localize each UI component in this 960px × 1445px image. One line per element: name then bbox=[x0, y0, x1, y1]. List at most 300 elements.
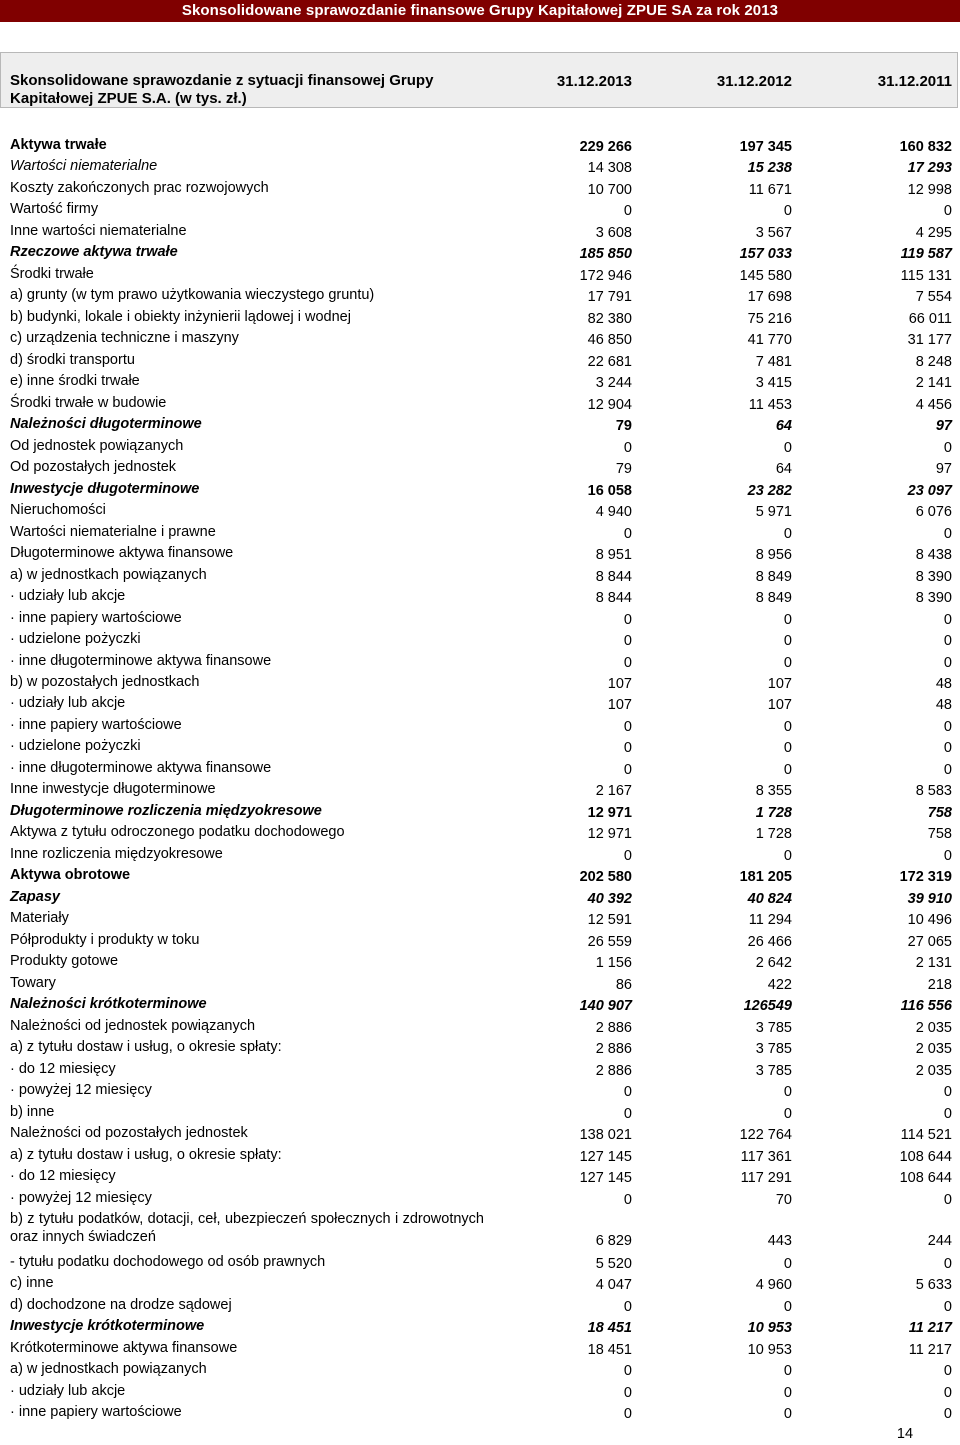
cell-value-2013: 22 681 bbox=[587, 353, 632, 370]
row-label: · udzielone pożyczki bbox=[10, 631, 141, 648]
table-row bbox=[0, 759, 960, 781]
cell-value-2012: 107 bbox=[767, 697, 792, 714]
row-label: · udziały lub akcje bbox=[10, 588, 126, 605]
cell-value-2011: 8 390 bbox=[915, 568, 952, 585]
cell-value-2012: 422 bbox=[767, 976, 792, 993]
row-label: · inne papiery wartościowe bbox=[10, 716, 182, 733]
cell-value-2011: 0 bbox=[943, 439, 952, 456]
table-row bbox=[0, 458, 960, 480]
row-label: c) urządzenia techniczne i maszyny bbox=[10, 330, 239, 347]
cell-value-2013: 202 580 bbox=[579, 869, 632, 886]
cell-value-2011: 27 065 bbox=[907, 933, 952, 950]
cell-value-2013: 0 bbox=[623, 1406, 632, 1423]
cell-value-2012: 157 033 bbox=[739, 246, 792, 263]
table-row bbox=[0, 415, 960, 437]
cell-value-2013: 2 886 bbox=[595, 1041, 632, 1058]
cell-value-2013: 4 940 bbox=[595, 504, 632, 521]
table-row bbox=[0, 652, 960, 674]
cell-value-2013: 140 907 bbox=[579, 998, 632, 1015]
cell-value-2013: 0 bbox=[623, 740, 632, 757]
cell-value-2011: 4 456 bbox=[915, 396, 952, 413]
table-row bbox=[0, 587, 960, 609]
cell-value-2013: 17 791 bbox=[587, 289, 632, 306]
table-row bbox=[0, 737, 960, 759]
table-row bbox=[0, 437, 960, 459]
cell-value-2011: 17 293 bbox=[907, 160, 952, 177]
cell-value-2013: 79 bbox=[615, 418, 632, 435]
row-label: Aktywa z tytułu odroczonego podatku dochodowego bbox=[10, 824, 345, 841]
cell-value-2012: 3 785 bbox=[755, 1019, 792, 1036]
cell-value-2013: 0 bbox=[623, 525, 632, 542]
cell-value-2011: 218 bbox=[927, 976, 952, 993]
row-label: Inne wartości niematerialne bbox=[10, 222, 187, 239]
row-label: Inne rozliczenia międzyokresowe bbox=[10, 845, 223, 862]
cell-value-2012: 0 bbox=[783, 1406, 792, 1423]
cell-value-2013: 0 bbox=[623, 439, 632, 456]
cell-value-2013: 0 bbox=[623, 1105, 632, 1122]
table-row bbox=[0, 845, 960, 867]
table-row bbox=[0, 1403, 960, 1425]
cell-value-2013: 14 308 bbox=[587, 160, 632, 177]
cell-value-2013: 8 844 bbox=[595, 568, 632, 585]
cell-value-2013: 172 946 bbox=[579, 267, 632, 284]
table-row bbox=[0, 630, 960, 652]
cell-value-2011: 6 076 bbox=[915, 504, 952, 521]
cell-value-2012: 8 956 bbox=[755, 547, 792, 564]
cell-value-2012: 11 294 bbox=[748, 912, 792, 929]
cell-value-2011: 244 bbox=[927, 1233, 952, 1249]
column-header-2012: 31.12.2012 bbox=[716, 73, 792, 90]
row-label: Od jednostek powiązanych bbox=[10, 437, 184, 454]
row-label: Od pozostałych jednostek bbox=[10, 459, 177, 476]
cell-value-2012: 1 728 bbox=[755, 804, 792, 821]
row-label: b) budynki, lokale i obiekty inżynierii lądowej i wodnej bbox=[10, 308, 351, 325]
cell-value-2013: 6 829 bbox=[595, 1233, 632, 1249]
cell-value-2011: 48 bbox=[935, 697, 952, 714]
row-label: Długoterminowe aktywa finansowe bbox=[10, 545, 234, 562]
row-label: Inne inwestycje długoterminowe bbox=[10, 781, 216, 798]
row-label: a) w jednostkach powiązanych bbox=[10, 1361, 207, 1378]
cell-value-2011: 2 035 bbox=[915, 1019, 952, 1036]
cell-value-2011: 119 587 bbox=[900, 246, 952, 263]
row-label: Długoterminowe rozliczenia międzyokresowe bbox=[10, 802, 322, 819]
row-label: · do 12 miesięcy bbox=[10, 1060, 116, 1077]
cell-value-2013: 2 167 bbox=[595, 783, 632, 800]
cell-value-2012: 23 282 bbox=[747, 482, 792, 499]
cell-value-2011: 8 248 bbox=[915, 353, 952, 370]
table-title-line1: Skonsolidowane sprawozdanie z sytuacji finansowej Grupy bbox=[10, 72, 434, 89]
cell-value-2013: 12 971 bbox=[587, 804, 632, 821]
column-header-2013: 31.12.2013 bbox=[556, 73, 632, 90]
table-row bbox=[0, 372, 960, 394]
cell-value-2013: 8 951 bbox=[595, 547, 632, 564]
cell-value-2013: 0 bbox=[623, 611, 632, 628]
table-row bbox=[0, 716, 960, 738]
cell-value-2012: 11 453 bbox=[748, 396, 792, 413]
cell-value-2013: 229 266 bbox=[579, 139, 632, 155]
table-row bbox=[0, 995, 960, 1017]
row-label: Aktywa trwałe bbox=[10, 137, 107, 153]
cell-value-2011: 97 bbox=[935, 461, 952, 478]
cell-value-2011: 8 390 bbox=[915, 590, 952, 607]
table-row bbox=[0, 501, 960, 523]
table-row bbox=[0, 1360, 960, 1382]
cell-value-2011: 5 633 bbox=[915, 1277, 952, 1294]
cell-value-2012: 181 205 bbox=[739, 869, 792, 886]
cell-value-2012: 0 bbox=[783, 1363, 792, 1380]
cell-value-2013: 0 bbox=[623, 654, 632, 671]
cell-value-2012: 64 bbox=[775, 461, 792, 478]
table-row bbox=[0, 1017, 960, 1039]
cell-value-2011: 0 bbox=[943, 847, 952, 864]
cell-value-2011: 11 217 bbox=[908, 1320, 952, 1337]
cell-value-2013: 0 bbox=[623, 1384, 632, 1401]
cell-value-2012: 443 bbox=[767, 1233, 792, 1249]
table-row bbox=[0, 780, 960, 802]
cell-value-2013: 0 bbox=[623, 203, 632, 220]
row-label: Półprodukty i produkty w toku bbox=[10, 931, 200, 948]
table-row bbox=[0, 351, 960, 373]
row-label: · udziały lub akcje bbox=[10, 695, 126, 712]
cell-value-2012: 64 bbox=[775, 418, 792, 435]
cell-value-2011: 0 bbox=[943, 1363, 952, 1380]
cell-value-2013: 0 bbox=[623, 1363, 632, 1380]
cell-value-2013: 107 bbox=[607, 697, 632, 714]
table-row bbox=[0, 394, 960, 416]
row-label: Wartości niematerialne i prawne bbox=[10, 523, 216, 540]
cell-value-2013: 12 591 bbox=[587, 912, 632, 929]
cell-value-2011: 160 832 bbox=[899, 139, 952, 155]
cell-value-2012: 0 bbox=[783, 1384, 792, 1401]
cell-value-2013: 8 844 bbox=[595, 590, 632, 607]
row-label: b) inne bbox=[10, 1103, 55, 1120]
cell-value-2011: 0 bbox=[943, 1084, 952, 1101]
cell-value-2012: 40 824 bbox=[747, 890, 792, 907]
document-header: Skonsolidowane sprawozdanie finansowe Grupy Kapitałowej ZPUE SA za rok 2013 bbox=[0, 0, 960, 22]
row-label: Aktywa obrotowe bbox=[10, 867, 131, 884]
row-label: · udzielone pożyczki bbox=[10, 738, 141, 755]
row-label: Zapasy bbox=[10, 888, 60, 905]
cell-value-2012: 10 953 bbox=[747, 1320, 792, 1337]
cell-value-2012: 41 770 bbox=[747, 332, 792, 349]
cell-value-2013: 0 bbox=[623, 847, 632, 864]
cell-value-2011: 115 131 bbox=[900, 267, 952, 284]
table-row bbox=[0, 286, 960, 308]
table-row bbox=[0, 1274, 960, 1296]
cell-value-2013: 46 850 bbox=[587, 332, 632, 349]
table-row bbox=[0, 1124, 960, 1146]
table-row bbox=[0, 931, 960, 953]
cell-value-2013: 40 392 bbox=[587, 890, 632, 907]
cell-value-2013: 18 451 bbox=[587, 1341, 632, 1358]
cell-value-2012: 15 238 bbox=[747, 160, 792, 177]
row-label: Rzeczowe aktywa trwałe bbox=[10, 244, 178, 261]
row-label: Inwestycje krótkoterminowe bbox=[10, 1318, 205, 1335]
cell-value-2012: 122 764 bbox=[739, 1127, 792, 1144]
cell-value-2011: 0 bbox=[943, 1298, 952, 1315]
cell-value-2013: 185 850 bbox=[579, 246, 632, 263]
table-row bbox=[0, 1038, 960, 1060]
cell-value-2012: 5 971 bbox=[755, 504, 792, 521]
cell-value-2011: 10 496 bbox=[907, 912, 952, 929]
row-label: b) z tytułu podatków, dotacji, ceł, ubezpieczeń społecznych i zdrowotnych oraz innych świadczeń bbox=[10, 1211, 484, 1245]
cell-value-2012: 8 849 bbox=[755, 590, 792, 607]
cell-value-2013: 82 380 bbox=[587, 310, 632, 327]
cell-value-2011: 0 bbox=[943, 1255, 952, 1272]
table-title-line2: Kapitałowej ZPUE S.A. (w tys. zł.) bbox=[10, 90, 247, 107]
cell-value-2013: 86 bbox=[615, 976, 632, 993]
row-label: a) z tytułu dostaw i usług, o okresie spłaty: bbox=[10, 1039, 282, 1056]
table-row bbox=[0, 952, 960, 974]
cell-value-2012: 0 bbox=[783, 847, 792, 864]
cell-value-2011: 8 583 bbox=[915, 783, 952, 800]
cell-value-2012: 0 bbox=[783, 525, 792, 542]
cell-value-2012: 26 466 bbox=[747, 933, 792, 950]
row-label: - tytułu podatku dochodowego od osób prawnych bbox=[10, 1253, 326, 1270]
table-row bbox=[0, 1167, 960, 1189]
table-row bbox=[0, 329, 960, 351]
cell-value-2011: 114 521 bbox=[900, 1127, 952, 1144]
row-label: b) w pozostałych jednostkach bbox=[10, 674, 200, 690]
table-row bbox=[0, 1081, 960, 1103]
table-row bbox=[0, 802, 960, 824]
cell-value-2011: 31 177 bbox=[907, 332, 952, 349]
table-row bbox=[0, 265, 960, 287]
cell-value-2011: 0 bbox=[943, 1406, 952, 1423]
table-row bbox=[0, 909, 960, 931]
column-header-2011: 31.12.2011 bbox=[877, 73, 952, 90]
cell-value-2012: 3 785 bbox=[755, 1062, 792, 1079]
cell-value-2011: 0 bbox=[943, 203, 952, 220]
cell-value-2011: 2 141 bbox=[915, 375, 952, 392]
cell-value-2013: 127 145 bbox=[579, 1170, 632, 1187]
cell-value-2011: 4 295 bbox=[915, 224, 952, 241]
table-row bbox=[0, 974, 960, 996]
cell-value-2011: 2 035 bbox=[915, 1062, 952, 1079]
table-row bbox=[0, 609, 960, 631]
row-label: Krótkoterminowe aktywa finansowe bbox=[10, 1339, 238, 1356]
table-row bbox=[0, 544, 960, 566]
row-label: · powyżej 12 miesięcy bbox=[10, 1082, 152, 1099]
cell-value-2011: 48 bbox=[935, 676, 952, 692]
table-row bbox=[0, 866, 960, 888]
cell-value-2012: 8 355 bbox=[755, 783, 792, 800]
row-label: Inwestycje długoterminowe bbox=[10, 480, 200, 497]
table-row bbox=[0, 1339, 960, 1361]
cell-value-2012: 0 bbox=[783, 654, 792, 671]
row-label: a) z tytułu dostaw i usług, o okresie spłaty: bbox=[10, 1146, 282, 1163]
table-row bbox=[0, 1210, 960, 1252]
row-label: · inne długoterminowe aktywa finansowe bbox=[10, 652, 272, 669]
cell-value-2012: 0 bbox=[783, 633, 792, 650]
row-label: Należności długoterminowe bbox=[10, 416, 202, 433]
cell-value-2013: 127 145 bbox=[579, 1148, 632, 1165]
cell-value-2011: 758 bbox=[927, 804, 952, 821]
row-label: Należności krótkoterminowe bbox=[10, 996, 207, 1013]
row-label: Nieruchomości bbox=[10, 502, 106, 519]
row-label: Koszty zakończonych prac rozwojowych bbox=[10, 179, 269, 196]
cell-value-2011: 0 bbox=[943, 1105, 952, 1122]
cell-value-2011: 12 998 bbox=[907, 181, 952, 198]
row-label: · inne papiery wartościowe bbox=[10, 609, 182, 626]
cell-value-2012: 4 960 bbox=[755, 1277, 792, 1294]
cell-value-2012: 3 567 bbox=[755, 224, 792, 241]
cell-value-2012: 145 580 bbox=[739, 267, 792, 284]
cell-value-2012: 117 291 bbox=[740, 1170, 792, 1187]
row-label: · inne papiery wartościowe bbox=[10, 1404, 182, 1421]
cell-value-2011: 2 131 bbox=[915, 955, 952, 972]
cell-value-2012: 126549 bbox=[743, 998, 792, 1015]
cell-value-2012: 0 bbox=[783, 740, 792, 757]
cell-value-2011: 97 bbox=[935, 418, 952, 435]
cell-value-2011: 8 438 bbox=[915, 547, 952, 564]
cell-value-2012: 0 bbox=[783, 1084, 792, 1101]
table-row bbox=[0, 1103, 960, 1125]
table-row bbox=[0, 1253, 960, 1275]
cell-value-2012: 0 bbox=[783, 203, 792, 220]
table-row bbox=[0, 1382, 960, 1404]
cell-value-2012: 17 698 bbox=[747, 289, 792, 306]
table-row bbox=[0, 694, 960, 716]
cell-value-2012: 0 bbox=[783, 439, 792, 456]
table-row bbox=[0, 243, 960, 265]
cell-value-2013: 26 559 bbox=[587, 933, 632, 950]
row-label: · udziały lub akcje bbox=[10, 1382, 126, 1399]
cell-value-2012: 7 481 bbox=[755, 353, 792, 370]
table-row bbox=[0, 480, 960, 502]
cell-value-2011: 7 554 bbox=[915, 289, 952, 306]
table-row bbox=[0, 1296, 960, 1318]
row-label: · do 12 miesięcy bbox=[10, 1168, 116, 1185]
row-label: Produkty gotowe bbox=[10, 953, 119, 970]
table-row bbox=[0, 523, 960, 545]
row-label: · powyżej 12 miesięcy bbox=[10, 1189, 152, 1206]
cell-value-2012: 0 bbox=[783, 1255, 792, 1272]
cell-value-2013: 12 971 bbox=[587, 826, 632, 843]
cell-value-2011: 66 011 bbox=[908, 310, 952, 327]
row-label: a) grunty (w tym prawo użytkowania wieczystego gruntu) bbox=[10, 287, 375, 304]
table-row bbox=[0, 222, 960, 244]
cell-value-2012: 11 671 bbox=[748, 181, 792, 198]
cell-value-2011: 2 035 bbox=[915, 1041, 952, 1058]
row-label: Materiały bbox=[10, 910, 69, 927]
cell-value-2011: 0 bbox=[943, 654, 952, 671]
cell-value-2012: 8 849 bbox=[755, 568, 792, 585]
table-row bbox=[0, 157, 960, 179]
cell-value-2012: 1 728 bbox=[755, 826, 792, 843]
cell-value-2011: 0 bbox=[943, 1191, 952, 1208]
cell-value-2011: 758 bbox=[927, 826, 952, 843]
row-label: d) środki transportu bbox=[10, 351, 135, 368]
row-label: Należności od jednostek powiązanych bbox=[10, 1017, 256, 1034]
table-row bbox=[0, 823, 960, 845]
cell-value-2013: 1 156 bbox=[595, 955, 632, 972]
row-label: d) dochodzone na drodze sądowej bbox=[10, 1296, 232, 1313]
cell-value-2012: 0 bbox=[783, 761, 792, 778]
table-row bbox=[0, 566, 960, 588]
table-row bbox=[0, 1317, 960, 1339]
cell-value-2011: 0 bbox=[943, 633, 952, 650]
cell-value-2011: 0 bbox=[943, 1384, 952, 1401]
row-label: Towary bbox=[10, 974, 56, 991]
cell-value-2012: 197 345 bbox=[739, 139, 792, 155]
cell-value-2013: 107 bbox=[607, 676, 632, 692]
table-row bbox=[0, 136, 960, 158]
cell-value-2011: 116 556 bbox=[900, 998, 952, 1015]
table-row bbox=[0, 308, 960, 330]
cell-value-2013: 18 451 bbox=[587, 1320, 632, 1337]
cell-value-2011: 0 bbox=[943, 740, 952, 757]
table-row bbox=[0, 888, 960, 910]
cell-value-2013: 0 bbox=[623, 718, 632, 735]
cell-value-2013: 0 bbox=[623, 633, 632, 650]
cell-value-2013: 4 047 bbox=[595, 1277, 632, 1294]
cell-value-2011: 0 bbox=[943, 761, 952, 778]
cell-value-2012: 75 216 bbox=[747, 310, 792, 327]
cell-value-2013: 79 bbox=[615, 461, 632, 478]
cell-value-2013: 12 904 bbox=[587, 396, 632, 413]
page-number: 14 bbox=[896, 1426, 914, 1442]
table-row bbox=[0, 673, 960, 695]
row-label: c) inne bbox=[10, 1275, 54, 1292]
table-row bbox=[0, 1060, 960, 1082]
cell-value-2012: 117 361 bbox=[740, 1148, 792, 1165]
row-label: Środki trwałe w budowie bbox=[10, 394, 167, 411]
cell-value-2011: 108 644 bbox=[899, 1148, 952, 1165]
cell-value-2012: 0 bbox=[783, 1298, 792, 1315]
cell-value-2011: 23 097 bbox=[907, 482, 952, 499]
cell-value-2012: 0 bbox=[783, 1105, 792, 1122]
cell-value-2013: 0 bbox=[623, 1084, 632, 1101]
cell-value-2013: 10 700 bbox=[587, 181, 632, 198]
row-label: e) inne środki trwałe bbox=[10, 373, 140, 390]
cell-value-2013: 16 058 bbox=[587, 482, 632, 499]
table-row bbox=[0, 1146, 960, 1168]
table-row bbox=[0, 200, 960, 222]
cell-value-2013: 5 520 bbox=[595, 1255, 632, 1272]
cell-value-2011: 0 bbox=[943, 611, 952, 628]
row-label: Wartość firmy bbox=[10, 201, 99, 218]
row-label: Wartości niematerialne bbox=[10, 158, 158, 175]
cell-value-2012: 0 bbox=[783, 611, 792, 628]
cell-value-2013: 2 886 bbox=[595, 1019, 632, 1036]
cell-value-2011: 0 bbox=[943, 718, 952, 735]
cell-value-2011: 108 644 bbox=[899, 1170, 952, 1187]
cell-value-2012: 10 953 bbox=[747, 1341, 792, 1358]
cell-value-2011: 11 217 bbox=[908, 1341, 952, 1358]
cell-value-2013: 3 608 bbox=[595, 224, 632, 241]
cell-value-2012: 107 bbox=[767, 676, 792, 692]
cell-value-2012: 3 415 bbox=[755, 375, 792, 392]
cell-value-2011: 0 bbox=[943, 525, 952, 542]
cell-value-2012: 70 bbox=[775, 1191, 792, 1208]
cell-value-2013: 2 886 bbox=[595, 1062, 632, 1079]
cell-value-2013: 0 bbox=[623, 761, 632, 778]
row-label: Należności od pozostałych jednostek bbox=[10, 1125, 248, 1142]
table-title bbox=[10, 72, 530, 108]
cell-value-2013: 0 bbox=[623, 1298, 632, 1315]
cell-value-2011: 172 319 bbox=[899, 869, 952, 886]
cell-value-2013: 3 244 bbox=[595, 375, 632, 392]
table-row bbox=[0, 179, 960, 201]
row-label: a) w jednostkach powiązanych bbox=[10, 566, 207, 583]
cell-value-2012: 3 785 bbox=[755, 1041, 792, 1058]
cell-value-2013: 138 021 bbox=[579, 1127, 632, 1144]
cell-value-2011: 39 910 bbox=[907, 890, 952, 907]
table-row bbox=[0, 1189, 960, 1211]
row-label: Środki trwałe bbox=[10, 265, 94, 282]
cell-value-2013: 0 bbox=[623, 1191, 632, 1208]
